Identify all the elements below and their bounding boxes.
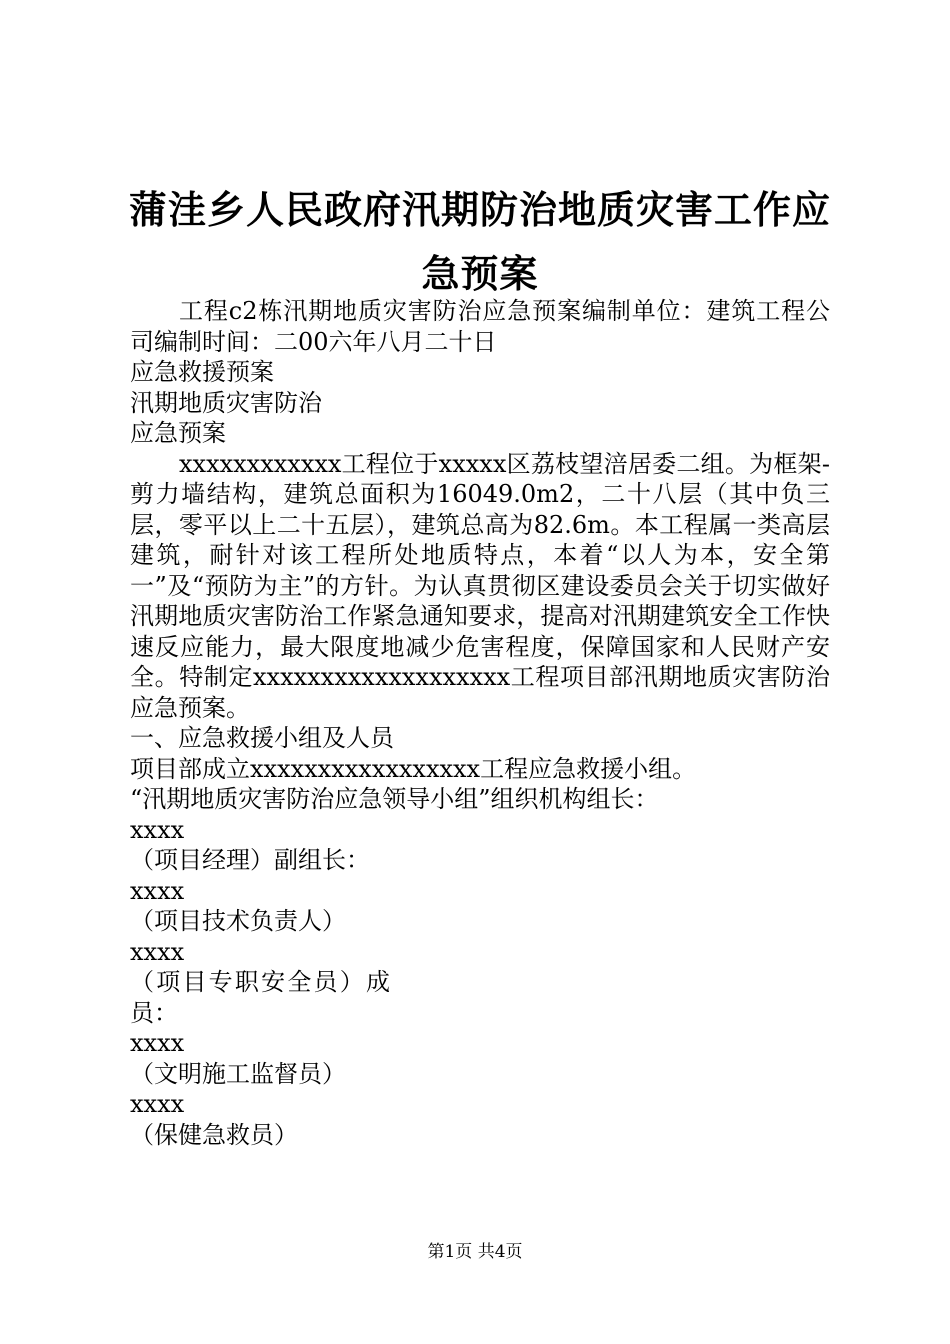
member-name: xxxx xyxy=(130,876,185,905)
section-heading: 一、应急救援小组及人员 xyxy=(130,724,394,752)
document-title: 蒲洼乡人民政府汛期防治地质灾害工作应急预案 xyxy=(128,187,831,296)
member-role: （项目技术负责人） xyxy=(130,907,346,935)
paragraph-heading-3: 应急预案 xyxy=(130,419,226,447)
member-role: （保健急救员） xyxy=(130,1120,298,1149)
member-name: xxxx xyxy=(130,815,185,844)
paragraph-heading-1: 应急救援预案 xyxy=(130,358,274,386)
document-body xyxy=(130,296,830,1150)
paragraph-org: “汛期地质灾害防治应急领导小组”组织机构组长： xyxy=(130,785,659,813)
member-role: （项目专职安全员）成员： xyxy=(130,968,390,1027)
member-role: （项目经理）副组长： xyxy=(130,846,370,874)
member-name: xxxx xyxy=(130,937,185,966)
paragraph-team: 项目部成立xxxxxxxxxxxxxxxxx工程应急救援小组。 xyxy=(130,754,697,783)
member-name: xxxx xyxy=(130,1029,185,1057)
paragraph-intro: 工程c2栋汛期地质灾害防治应急预案编制单位：建筑工程公司编制时间：二00六年八月二十日 xyxy=(130,297,830,356)
page-footer: 第1页 共4页 xyxy=(427,1242,523,1262)
member-name: xxxx xyxy=(130,1090,185,1118)
paragraph-main: xxxxxxxxxxxx工程位于xxxxx区荔枝望涪居委二组。为框架-剪力墙结构，建筑总面积为16049.0m2，二十八层（其中负三层，零平以上二十五层），建筑总高为82.6m。本工程属一类高层建筑，耐针对该工程所处地质特点，本着“以人为本，安全第一”及“预防为主”的方针。为认真贯彻区建设委员会关于切实做好汛期地质灾害防治工作紧急通知要求，提高对汛期建筑安全工作快速反应能力，最大限度地减少危害程度，保障国家和人民财产安全。特制定xxxxxxxxxxxxxxxxxxx工程项目部汛期地质灾害防治应急预案。 xyxy=(130,449,830,722)
member-role: （文明施工监督员） xyxy=(130,1059,346,1088)
paragraph-heading-2: 汛期地质灾害防治 xyxy=(130,388,322,417)
